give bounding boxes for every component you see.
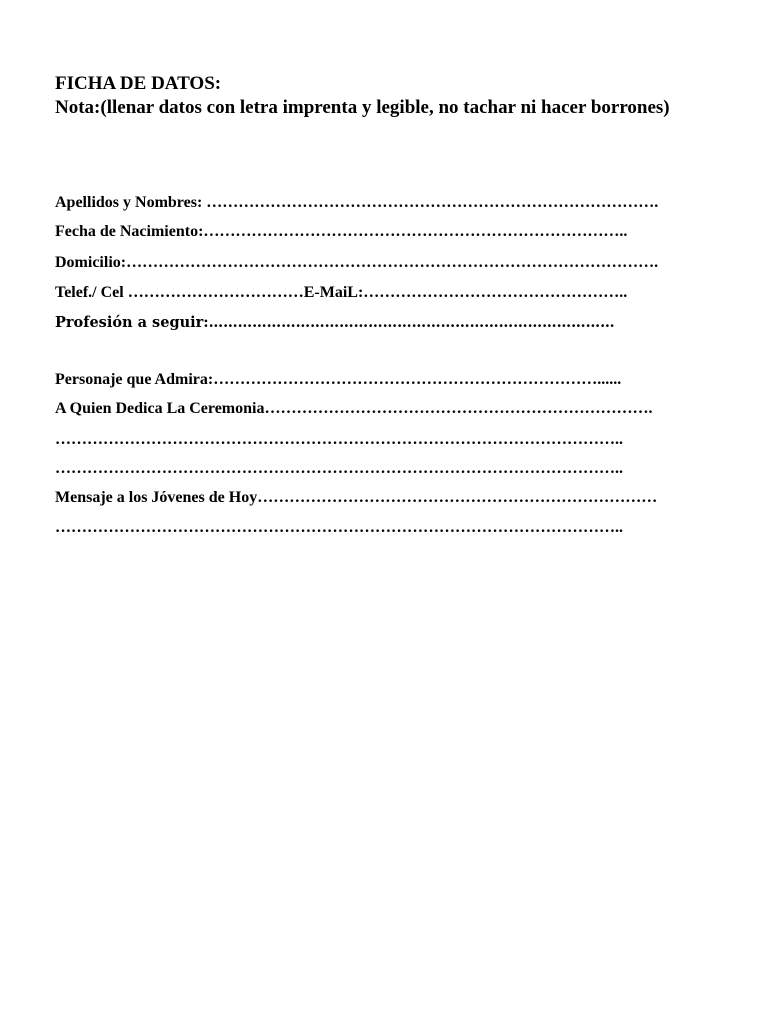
blank-line: …………………………………………………………………………………………….. [55,519,623,536]
field-mensaje-jovenes: Mensaje a los Jóvenes de Hoy………………………………………………………………… [55,489,658,506]
field-telefono-email: Telef./ Cel ……………………………E-MaiL:………………………………………….. [55,284,628,301]
form-note: Nota:(llenar datos con letra imprenta y legible, no tachar ni hacer borrones) [55,97,670,118]
blank-line: …………………………………………………………………………………………….. [55,431,623,448]
field-apellidos-nombres: Apellidos y Nombres: …………………………………………………………………………. [55,194,659,211]
form-title: FICHA DE DATOS: [55,73,222,94]
field-domicilio: Domicilio:………………………………………………………………………………………. [55,254,659,271]
blank-line: …………………………………………………………………………………………….. [55,460,623,477]
field-dedica-ceremonia: A Quien Dedica La Ceremonia………………………………………………………………. [55,400,653,417]
field-fecha-nacimiento: Fecha de Nacimiento:…………………………………………………………………….. [55,223,628,240]
field-personaje-admira: Personaje que Admira:………………………………………………………………...... [55,371,622,388]
field-profesion: Profesión a seguir:………………………………………………………………………… [55,314,615,331]
document-header [55,72,735,120]
